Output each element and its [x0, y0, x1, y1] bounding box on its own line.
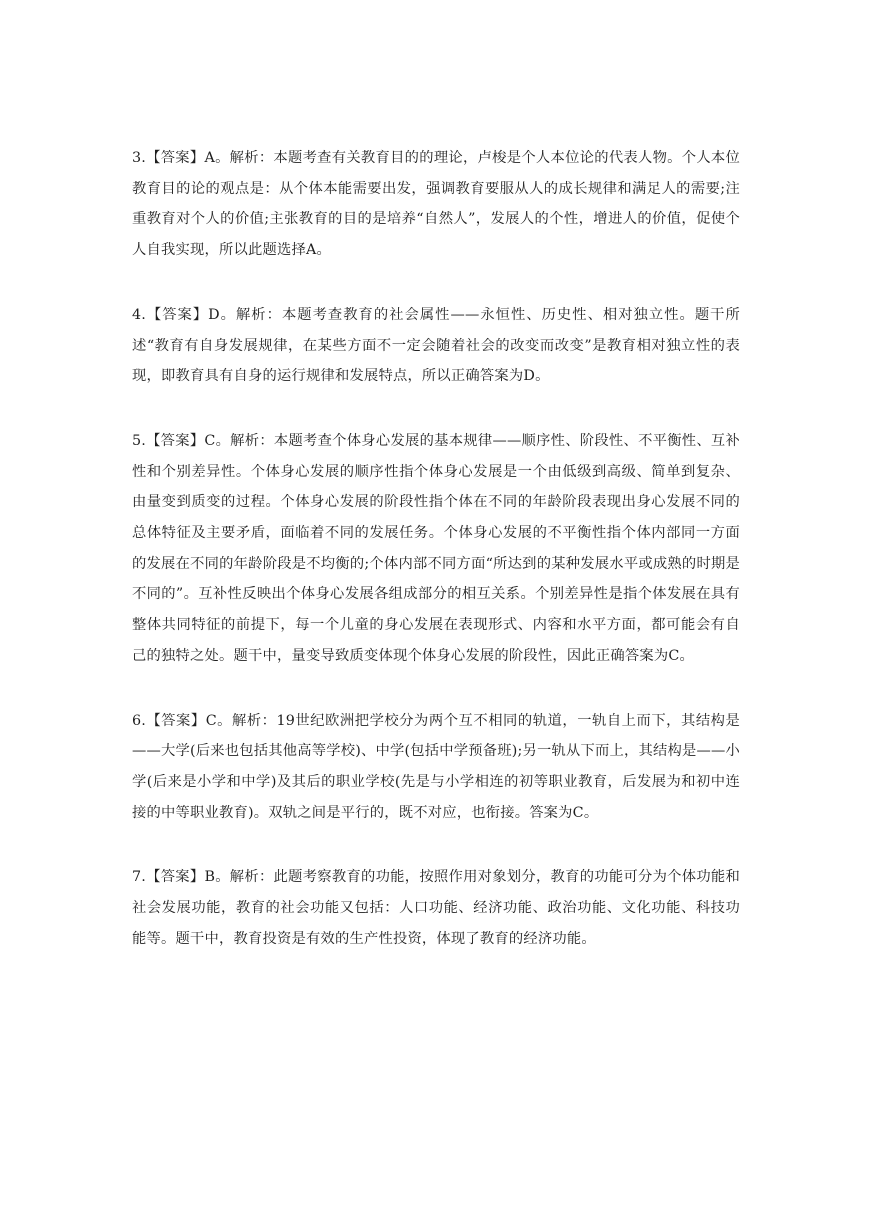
answer-list [132, 143, 740, 988]
answer-6: 6.【答案】C。解析：19世纪欧洲把学校分为两个互不相同的轨道，一轨自上而下，其结构是——大学(后来也包括其他高等学校)、中学(包括中学预备班);另一轨从下而上，其结构是——小学(后来是小学和中学)及其后的职业学校(先是与小学相连的初等职业教育，后发展为和初中连接的中等职业教育)。双轨之间是平行的，既不对应，也衔接。答案为C。 [132, 712, 740, 821]
answer-3: 3.【答案】A。解析：本题考查有关教育目的的理论，卢梭是个人本位论的代表人物。个人本位教育目的论的观点是：从个体本能需要出发，强调教育要服从人的成长规律和满足人的需要;注重教育对个人的价值;主张教育的目的是培养“自然人”，发展人的个性，增进人的价值，促使个人自我实现，所以此题选择A。 [132, 150, 740, 259]
answer-4: 4.【答案】D。解析：本题考查教育的社会属性——永恒性、历史性、相对独立性。题干所述“教育有自身发展规律，在某些方面不一定会随着社会的改变而改变”是教育相对独立性的表现，即教育具有自身的运行规律和发展特点，所以正确答案为D。 [132, 306, 740, 385]
answer-7: 7.【答案】B。解析：此题考察教育的功能，按照作用对象划分，教育的功能可分为个体功能和社会发展功能，教育的社会功能又包括：人口功能、经济功能、政治功能、文化功能、科技功能等。题干中，教育投资是有效的生产性投资，体现了教育的经济功能。 [132, 869, 740, 947]
answer-5: 5.【答案】C。解析：本题考查个体身心发展的基本规律——顺序性、阶段性、不平衡性、互补性和个别差异性。个体身心发展的顺序性指个体身心发展是一个由低级到高级、简单到复杂、由量变到质变的过程。个体身心发展的阶段性指个体在不同的年龄阶段表现出身心发展不同的总体特征及主要矛盾，面临着不同的发展任务。个体身心发展的不平衡性指个体内部同一方面的发展在不同的年龄阶段是不均衡的;个体内部不同方面“所达到的某种发展水平或成熟的时期是不同的”。互补性反映出个体身心发展各组成部分的相互关系。个别差异性是指个体发展在具有整体共同特征的前提下，每一个儿童的身心发展在表现形式、内容和水平方面，都可能会有自己的独特之处。题干中，量变导致质变体现个体身心发展的阶段性，因此正确答案为C。 [132, 432, 740, 664]
